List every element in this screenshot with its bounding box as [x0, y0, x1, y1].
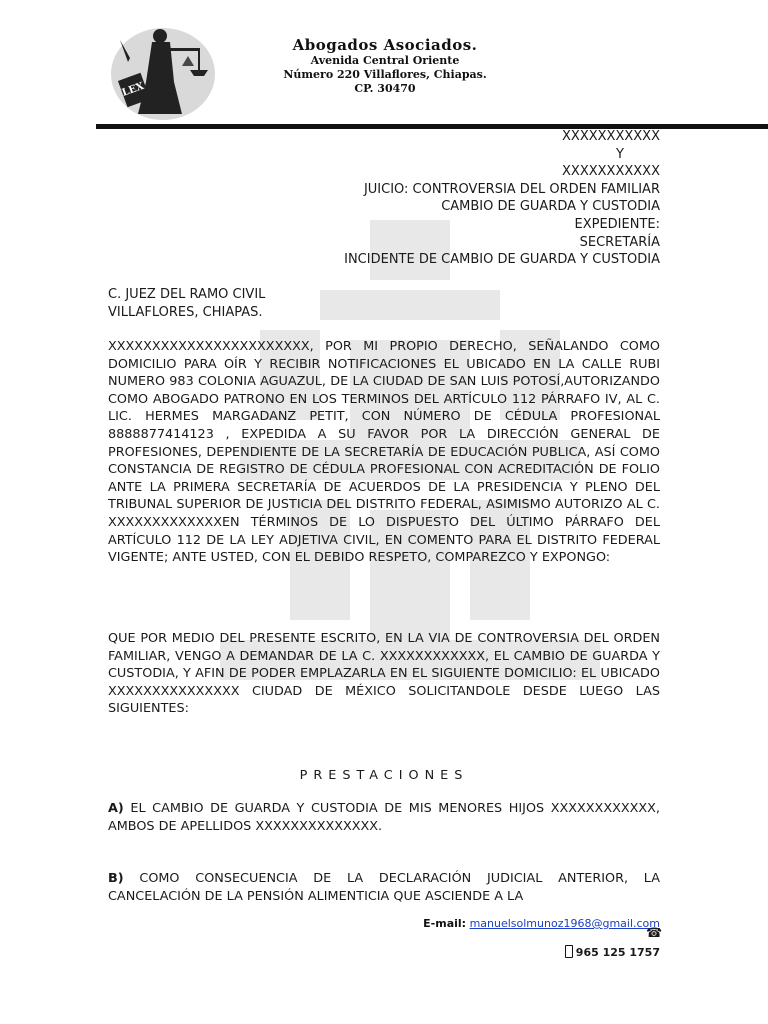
- mobile-phone-icon: [565, 945, 573, 958]
- item-b-text: COMO CONSECUENCIA DE LA DECLARACIÓN JUDICIAL ANTERIOR, LA CANCELACIÓN DE LA PENSIÓN ALIMENTICIA QUE ASCIENDE A LA: [108, 871, 660, 904]
- item-a-label: A): [108, 801, 124, 816]
- letterhead: [250, 36, 520, 96]
- footer-email: [423, 917, 660, 930]
- email-label: E-mail:: [423, 917, 467, 930]
- address-line-1: Avenida Central Oriente: [310, 54, 460, 67]
- phone-number: 965 125 1757: [575, 946, 660, 959]
- addressee-block: [108, 286, 265, 322]
- footer-phone: [565, 945, 660, 959]
- case-juicio: JUICIO: CONTROVERSIA DEL ORDEN FAMILIAR: [363, 181, 660, 197]
- item-b-label: B): [108, 871, 124, 886]
- body-paragraph-1: XXXXXXXXXXXXXXXXXXXXXXX, POR MI PROPIO DERECHO, SEÑALANDO COMO DOMICILIO PARA OÍR Y RECIBIR NOTIFICACIONES EL UBICADO EN LA CALLE RUBI NUMERO 983 COLONIA AGUAZUL, DE LA CIUDAD DE SAN LUIS POTOSÍ,AUTORIZANDO COMO ABOGADO PATRONO EN LOS TERMINOS DEL ARTÍCULO 112 PÁRRAFO IV, AL C. LIC. HERMES MARGADANZ PETIT, CON NÚMERO DE CÉDULA PROFESIONAL 8888877414123 , EXPEDIDA A SU FAVOR POR LA DIRECCIÓN GENERAL DE PROFESIONES, DEPENDIENTE DE LA SECRETARÍA DE EDUCACIÓN PUBLICA, ASÍ COMO CONSTANCIA DE REGISTRO DE CÉDULA PROFESIONAL CON ACREDITACIÓN DE FOLIO ANTE LA PRIMERA SECRETARÍA DE ACUERDOS DE LA PRESIDENCIA Y PLENO DEL TRIBUNAL SUPERIOR DE JUSTICIA DEL DISTRITO FEDERAL, ASIMISMO AUTORIZO AL C. XXXXXXXXXXXXXEN TÉRMINOS DE LO DISPUESTO DEL ÚLTIMO PÁRRAFO DEL ARTÍCULO 112 DE LA LEY ADJETIVA CIVIL, EN COMENTO PARA EL DISTRITO FEDERAL VIGENTE; ANTE USTED, CON EL DEBIDO RESPETO, COMPAREZCO Y EXPONGO:: [108, 339, 660, 566]
- svg-text:LEX: LEX: [120, 80, 146, 99]
- lady-justice-logo-icon: [108, 22, 218, 122]
- case-juicio-cont: CAMBIO DE GUARDA Y CUSTODIA: [441, 199, 660, 215]
- section-title-prestaciones: PRESTACIONES: [299, 768, 469, 783]
- case-header: [344, 128, 660, 269]
- address-line-2: Número 220 Villaflores, Chiapas.: [283, 68, 487, 81]
- prestacion-item-a: [108, 800, 660, 835]
- addressee-line-2: VILLAFLORES, CHIAPAS.: [108, 305, 263, 320]
- email-link[interactable]: manuelsolmunoz1968@gmail.com: [469, 917, 660, 930]
- telephone-icon: ☎: [646, 926, 663, 941]
- prestacion-item-b: [108, 870, 660, 905]
- postal-code: CP. 30470: [354, 82, 416, 95]
- addressee-line-1: C. JUEZ DEL RAMO CIVIL: [108, 287, 266, 302]
- case-connector: Y: [616, 146, 624, 162]
- case-expediente: EXPEDIENTE:: [574, 216, 660, 232]
- case-secretaria: SECRETARÍA: [579, 234, 660, 250]
- body-paragraph-2: QUE POR MEDIO DEL PRESENTE ESCRITO, EN LA VIA DE CONTROVERSIA DEL ORDEN FAMILIAR, VENGO A DEMANDAR DE LA C. XXXXXXXXXXXX, EL CAMBIO DE GUARDA Y CUSTODIA, Y AFIN DE PODER EMPLAZARLA EN EL SIGUIENTE DOMICILIO: EL UBICADO XXXXXXXXXXXXXXX CIUDAD DE MÉXICO SOLICITANDOLE DESDE LUEGO LAS SIGUIENTES:: [108, 631, 660, 717]
- case-party-1: XXXXXXXXXXX: [562, 129, 660, 144]
- firm-name: Abogados Asociados.: [292, 36, 478, 54]
- case-incidente: INCIDENTE DE CAMBIO DE GUARDA Y CUSTODIA: [344, 252, 660, 268]
- item-a-text: EL CAMBIO DE GUARDA Y CUSTODIA DE MIS MENORES HIJOS XXXXXXXXXXXX, AMBOS DE APELLIDOS XXXXXXXXXXXXXX.: [108, 801, 660, 834]
- case-party-2: XXXXXXXXXXX: [562, 164, 660, 180]
